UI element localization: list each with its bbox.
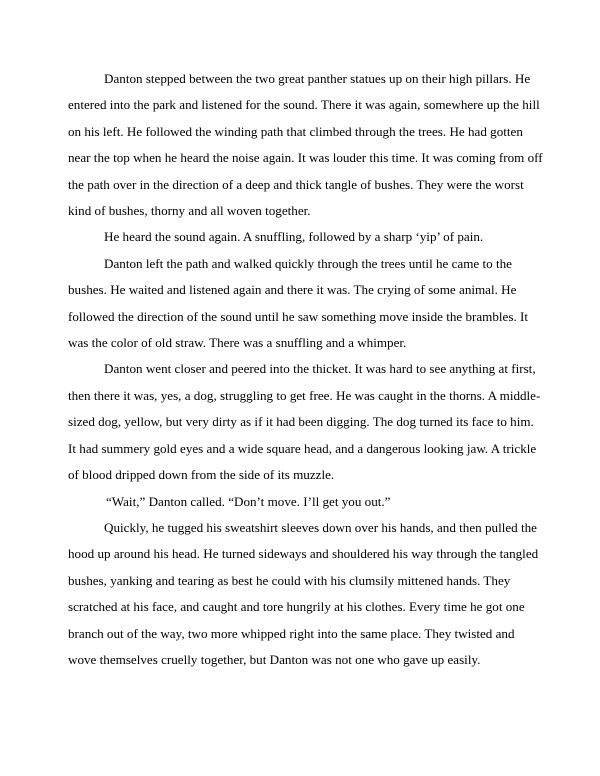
paragraph: Danton went closer and peered into the thicket. It was hard to see anything at first, then there it was, yes, a dog, struggling to get free. He was caught in the thorns. A middle-sized dog, yellow, but very dirty as if it had been digging. The dog turned its face to him. It had summery gold eyes and a wide square head, and a dangerous looking jaw. A trickle of blood dripped down from the side of its muzzle. xyxy=(68,361,541,483)
paragraph: Danton left the path and walked quickly through the trees until he came to the bushes. He waited and listened again and there it was. The crying of some animal. He followed the direction of the sound until he saw something move inside the brambles. It was the color of old straw. There was a snuffling and a whimper. xyxy=(68,255,529,351)
paragraph: Quickly, he tugged his sweatshirt sleeves down over his hands, and then pulled the hood up around his head. He turned sideways and shouldered his way through the tangled bushes, yanking and tearing as best he could with his clumsily mittened hands. They scratched at his face, and caught and tore hungrily at his clothes. Every time he got one branch out of the way, two more whipped right into the same place. They twisted and wove themselves cruelly together, but Danton was not one who gave up easily. xyxy=(68,519,539,667)
document-body xyxy=(68,66,544,673)
paragraph: Danton stepped between the two great panther statues up on their high pillars. He entered into the park and listened for the sound. There it was again, somewhere up the hill on his left. He followed the winding path that climbed through the trees. He had gotten near the top when he heard the noise again. It was louder this time. It was coming from off the path over in the direction of a deep and thick tangle of bushes. They were the worst kind of bushes, thorny and all woven together. xyxy=(68,71,543,219)
paragraph: He heard the sound again. A snuffling, followed by a sharp ‘yip’ of pain. xyxy=(104,229,484,245)
paragraph: “Wait,” Danton called. “Don’t move. I’ll get you out.” xyxy=(106,493,391,509)
